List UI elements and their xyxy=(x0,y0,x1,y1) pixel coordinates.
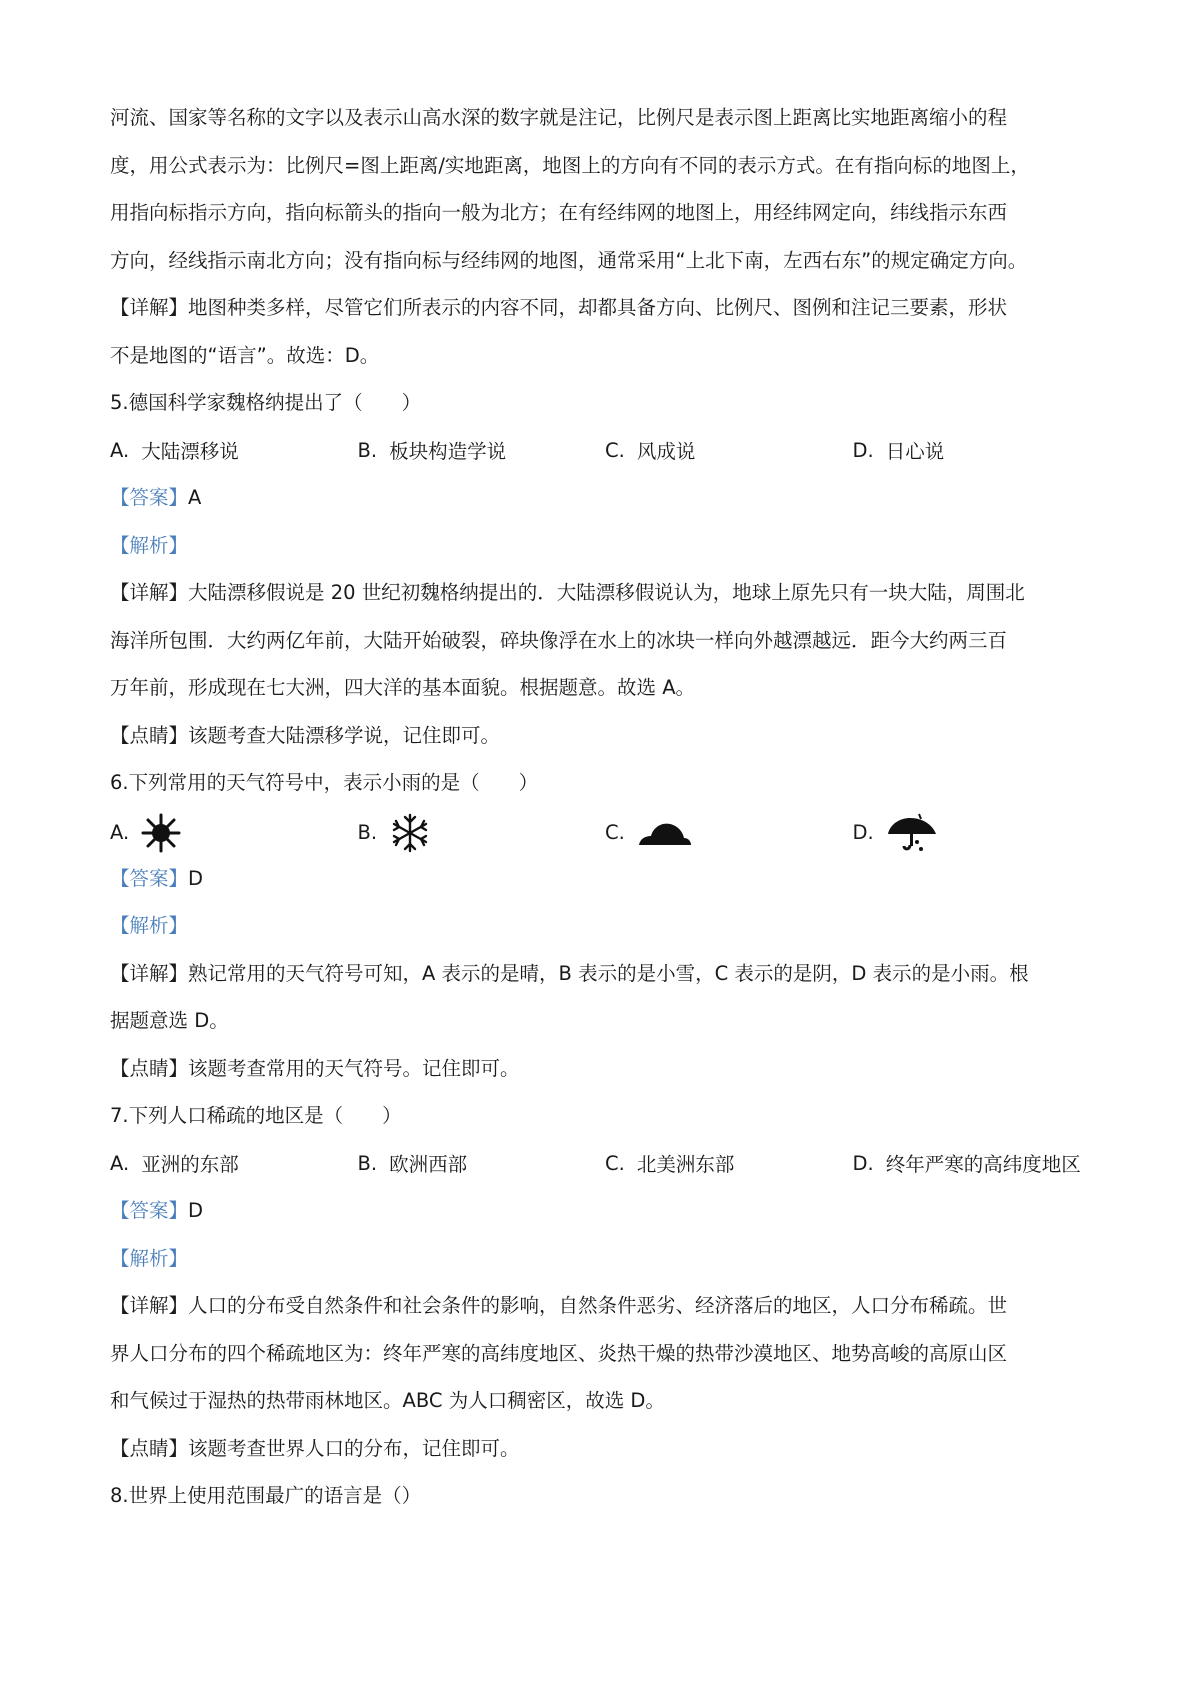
answer-tag: 【答案】 xyxy=(110,486,189,509)
q5-tip: 【点睛】该题考查大陆漂移学说，记住即可。 xyxy=(110,723,501,747)
q5-option-d: D. 日心说 xyxy=(852,438,945,464)
intro-line-1: 河流、国家等名称的文字以及表示山高水深的数字就是注记，比例尺是表示图上距离比实地距离缩小的程 xyxy=(110,106,1008,129)
q7-options xyxy=(110,1140,1100,1188)
intro-line-2: 度，用公式表示为：比例尺=图上距离/实地距离，地图上的方向有不同的表示方式。在有指向标的地图上， xyxy=(110,153,1030,177)
snowflake-symbol-icon xyxy=(389,812,431,854)
q6-detail-line-2: 据题意选 D。 xyxy=(110,1009,229,1032)
overcast-cloud-symbol-icon xyxy=(637,818,693,848)
q5-option-b: B. 板块构造学说 xyxy=(357,438,507,464)
analysis-tag: 【解析】 xyxy=(110,533,189,557)
q7-tip: 【点睛】该题考查世界人口的分布，记住即可。 xyxy=(110,1436,520,1460)
q7-option-c: C. 北美洲东部 xyxy=(605,1151,735,1177)
q6-tip: 【点睛】该题考查常用的天气符号。记住即可。 xyxy=(110,1056,520,1080)
q6-analysis xyxy=(110,902,1100,950)
q4-detail-line-2: 不是地图的“语言”。故选：D。 xyxy=(110,343,380,367)
answer-tag: 【答案】 xyxy=(110,866,189,890)
q5-option-a: A. 大陆漂移说 xyxy=(110,438,239,464)
q7-option-b: B. 欧洲西部 xyxy=(357,1151,468,1177)
q7-option-a: A. 亚洲的东部 xyxy=(110,1151,239,1177)
q7-detail-line-1: 【详解】人口的分布受自然条件和社会条件的影响，自然条件恶劣、经济落后的地区，人口分布稀疏。世 xyxy=(110,1294,1008,1317)
q7-analysis xyxy=(110,1235,1100,1283)
light-rain-symbol-icon xyxy=(886,812,938,854)
q5-answer xyxy=(110,474,1100,522)
q7-detail-line-2: 界人口分布的四个稀疏地区为：终年严寒的高纬度地区、炎热干燥的热带沙漠地区、地势高峻的高原山区 xyxy=(110,1341,1008,1365)
q6-option-a: A. xyxy=(110,813,358,853)
q6-answer xyxy=(110,855,1100,903)
q8-stem: 8.世界上使用范围最广的语言是（） xyxy=(110,1484,422,1507)
answer-tag: 【答案】 xyxy=(110,1199,189,1222)
answer-value: D xyxy=(188,1199,204,1222)
analysis-tag: 【解析】 xyxy=(110,1246,189,1270)
q6-options xyxy=(110,807,1100,859)
q5-detail-line-3: 万年前，形成现在七大洲，四大洋的基本面貌。根据题意。故选 A。 xyxy=(110,676,696,699)
q5-detail-line-1: 【详解】大陆漂移假说是 20 世纪初魏格纳提出的．大陆漂移假说认为，地球上原先只有一块大陆，周围北 xyxy=(110,581,1025,604)
q5-stem: 5.德国科学家魏格纳提出了（ ） xyxy=(110,391,422,414)
q7-option-d: D. 终年严寒的高纬度地区 xyxy=(852,1151,1081,1177)
q7-stem: 7.下列人口稀疏的地区是（ ） xyxy=(110,1104,402,1127)
analysis-tag: 【解析】 xyxy=(110,914,189,937)
q5-options xyxy=(110,427,1100,475)
answer-value: D xyxy=(188,866,204,890)
q6-option-b: B. xyxy=(358,812,606,854)
q6-option-c: C. xyxy=(605,818,853,848)
q7-answer xyxy=(110,1187,1100,1235)
intro-line-3: 用指向标指示方向，指向标箭头的指向一般为北方；在有经纬网的地图上，用经纬网定向，纬线指示东西 xyxy=(110,201,1008,224)
intro-line-4: 方向，经线指示南北方向；没有指向标与经纬网的地图，通常采用“上北下南，左西右东”的规定确定方向。 xyxy=(110,248,1028,272)
sun-symbol-icon xyxy=(141,813,181,853)
q4-detail-line-1: 【详解】地图种类多样，尽管它们所表示的内容不同，却都具备方向、比例尺、图例和注记三要素，形状 xyxy=(110,296,1008,319)
document-page xyxy=(110,94,1100,1520)
q6-option-d: D. xyxy=(853,812,1101,854)
answer-value: A xyxy=(188,486,202,509)
q7-detail-line-3: 和气候过于湿热的热带雨林地区。ABC 为人口稠密区，故选 D。 xyxy=(110,1389,665,1412)
q5-detail-line-2: 海洋所包围．大约两亿年前，大陆开始破裂，碎块像浮在水上的冰块一样向外越漂越远．距今大约两三百 xyxy=(110,628,1008,652)
q6-detail-line-1: 【详解】熟记常用的天气符号可知，A 表示的是晴，B 表示的是小雪，C 表示的是阴，D 表示的是小雨。根 xyxy=(110,961,1029,985)
q5-analysis xyxy=(110,522,1100,570)
q5-option-c: C. 风成说 xyxy=(605,438,696,464)
q6-stem: 6.下列常用的天气符号中，表示小雨的是（ ） xyxy=(110,771,539,794)
